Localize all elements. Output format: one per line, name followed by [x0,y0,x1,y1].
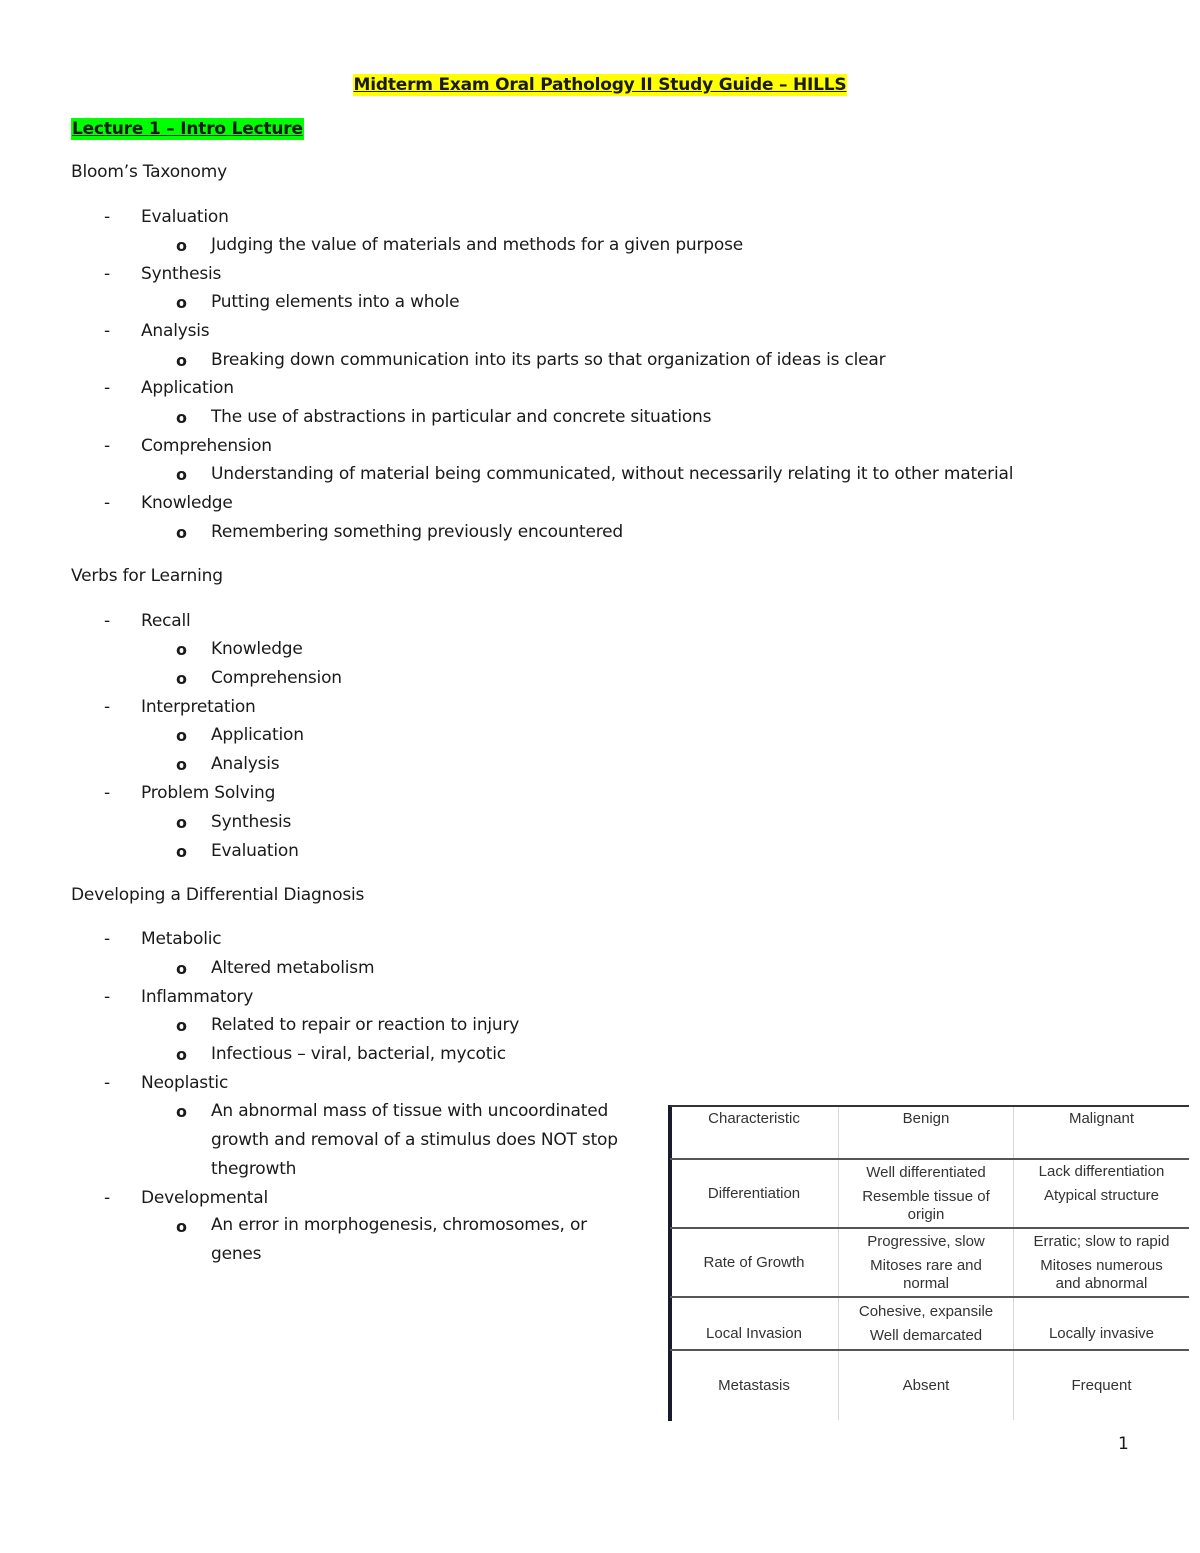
blooms-item-sub: Putting elements into a whole [211,292,460,312]
cell-text: Mitoses numerous and abnormal [1040,1256,1163,1292]
blooms-item-label: Analysis [141,321,210,341]
header-text: Characteristic [708,1110,800,1127]
bullet-marker: o [176,813,187,832]
lecture-heading-container [71,118,304,140]
verbs-item-sub: Knowledge [211,639,303,659]
table-header-cell [670,1106,839,1159]
bullet-marker: o [176,351,187,370]
table-row [670,1350,1189,1420]
verbs-item-sub: Synthesis [211,812,292,832]
dash-marker: - [104,321,111,341]
page-title: Midterm Exam Oral Pathology II Study Guide – HILLS [353,75,847,95]
dash-marker: - [104,1073,111,1093]
dash-marker: - [104,264,111,284]
cell-text: Resemble tissue of origin [862,1187,990,1223]
benign-cell [839,1159,1014,1228]
blooms-item-label: Knowledge [141,493,233,513]
dash-marker: - [104,611,111,631]
malignant-cell [1014,1228,1190,1297]
blooms-item-label: Comprehension [141,436,272,456]
blooms-item-label: Synthesis [141,264,222,284]
malignant-cell [1014,1350,1190,1420]
verbs-item-label: Problem Solving [141,783,276,803]
bullet-marker: o [176,755,187,774]
cell-text: Mitoses rare and normal [870,1256,982,1292]
cell-text: Well demarcated [869,1326,983,1344]
dash-marker: - [104,493,111,513]
verbs-item-sub: Analysis [211,754,280,774]
cell-text: Well differentiated [866,1163,986,1181]
bullet-marker: o [176,842,187,861]
row-name-cell [670,1159,839,1228]
bullet-marker: o [176,959,187,978]
differential-item-label: Neoplastic [141,1073,229,1093]
blooms-item-sub: Breaking down communication into its parts so that organization of ideas is clear [211,350,886,370]
bullet-marker: o [176,1045,187,1064]
dash-marker: - [104,378,111,398]
row-name: Differentiation [707,1184,801,1202]
header-text: Benign [902,1110,950,1127]
verbs-item-sub: Comprehension [211,668,342,688]
differential-item-sub: An error in morphogenesis, chromosomes, or genes [211,1215,587,1264]
differential-item-sub: Infectious – viral, bacterial, mycotic [211,1044,506,1064]
differential-item-sub: Altered metabolism [211,958,375,978]
table-header-cell [1014,1106,1190,1159]
blooms-item-sub: The use of abstractions in particular and concrete situations [211,407,712,427]
differential-item-label: Developmental [141,1188,268,1208]
lecture-heading: Lecture 1 – Intro Lecture [72,119,303,139]
blooms-heading: Bloom’s Taxonomy [71,162,227,182]
dash-marker: - [104,436,111,456]
bullet-marker: o [176,669,187,688]
row-name-cell [670,1297,839,1350]
differential-heading: Developing a Differential Diagnosis [71,885,365,905]
dash-marker: - [104,783,111,803]
table-header-cell [839,1106,1014,1159]
header-text: Malignant [1068,1110,1135,1127]
malignant-cell [1014,1297,1190,1350]
title-container [0,74,1200,96]
cell-text: Progressive, slow [867,1232,985,1250]
table-row [670,1159,1189,1228]
benign-cell [839,1228,1014,1297]
bullet-marker: o [176,1217,187,1236]
dash-marker: - [104,987,111,1007]
cell-text: Absent [902,1376,950,1394]
differential-item-sub: An abnormal mass of tissue with uncoordinated growth and removal of a stimulus does NOT stop thegrowth [211,1101,618,1179]
blooms-item-label: Application [141,378,234,398]
benign-cell [839,1350,1014,1420]
table-row [670,1228,1189,1297]
differential-item-sub: Related to repair or reaction to injury [211,1015,520,1035]
malignant-cell [1014,1159,1190,1228]
row-name-cell [670,1350,839,1420]
differential-item-label: Inflammatory [141,987,254,1007]
blooms-item-sub: Remembering something previously encountered [211,522,624,542]
bullet-marker: o [176,465,187,484]
verbs-item-label: Recall [141,611,191,631]
bullet-marker: o [176,1016,187,1035]
cell-text: Locally invasive [1048,1325,1155,1342]
benign-cell [839,1297,1014,1350]
row-name: Local Invasion [706,1325,802,1342]
dash-marker: - [104,1188,111,1208]
cell-text: Lack differentiation [1038,1163,1165,1180]
bullet-marker: o [176,236,187,255]
dash-marker: - [104,929,111,949]
differential-item-label: Metabolic [141,929,222,949]
verbs-item-sub: Application [211,725,304,745]
blooms-item-sub: Understanding of material being communicated, without necessarily relating it to other material [211,464,1014,484]
cell-text: Frequent [1071,1376,1132,1394]
page-number: 1 [1118,1434,1129,1454]
row-name: Metastasis [718,1376,790,1394]
bullet-marker: o [176,408,187,427]
bullet-marker: o [176,523,187,542]
verbs-item-sub: Evaluation [211,841,299,861]
bullet-marker: o [176,293,187,312]
blooms-item-sub: Judging the value of materials and methods for a given purpose [211,235,743,255]
cell-text: Atypical structure [1043,1187,1160,1204]
cell-text: Erratic; slow to rapid [1033,1232,1170,1250]
table-header-row [670,1106,1189,1159]
table-row [670,1297,1189,1350]
cell-text: Cohesive, expansile [858,1302,994,1320]
row-name: Rate of Growth [703,1253,805,1271]
bullet-marker: o [176,640,187,659]
verbs-item-label: Interpretation [141,697,256,717]
verbs-heading: Verbs for Learning [71,566,223,586]
benign-malignant-table [670,1105,1189,1420]
dash-marker: - [104,697,111,717]
row-name-cell [670,1228,839,1297]
blooms-item-label: Evaluation [141,207,229,227]
dash-marker: - [104,207,111,227]
bullet-marker: o [176,726,187,745]
bullet-marker: o [176,1102,187,1121]
